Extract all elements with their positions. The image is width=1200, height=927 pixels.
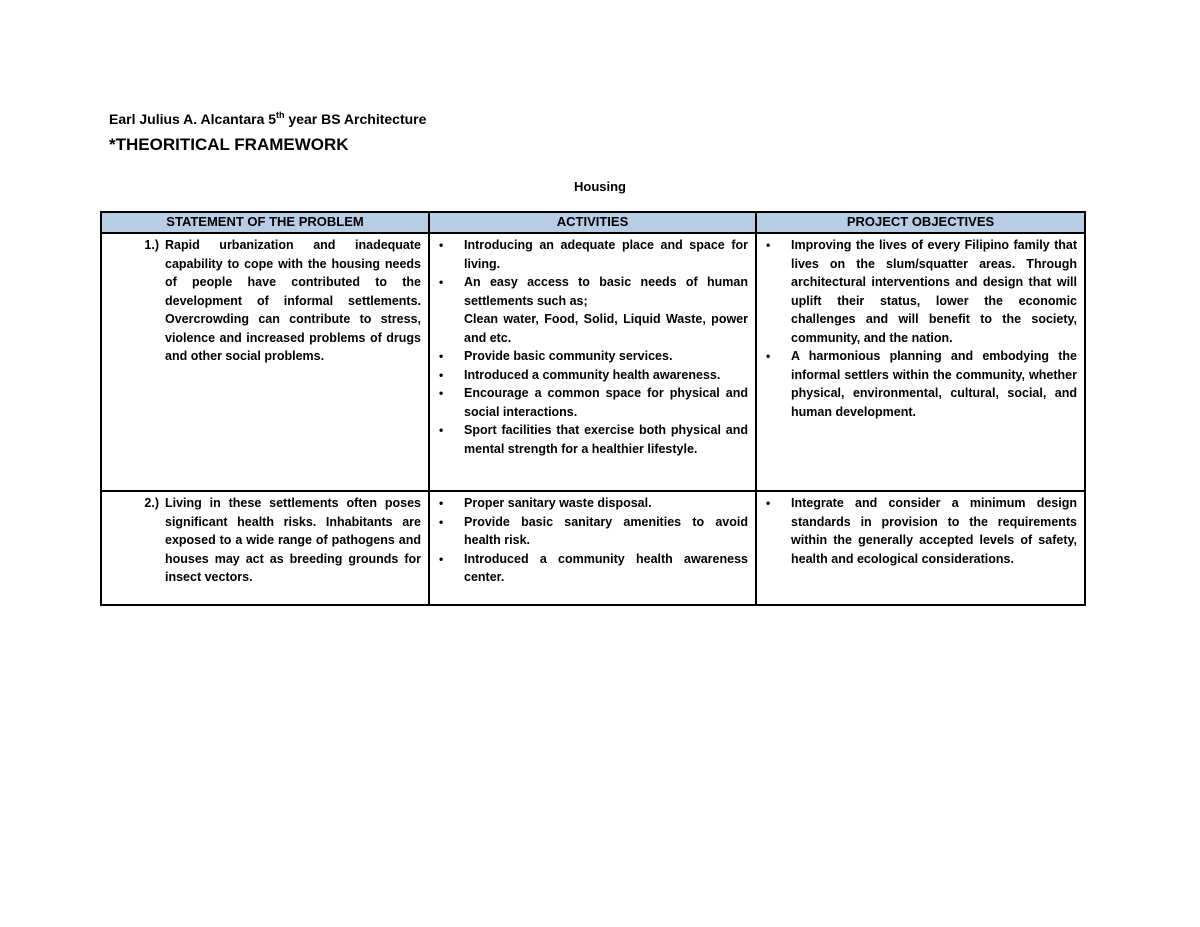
problem-cell bbox=[101, 233, 429, 491]
bullet-icon: • bbox=[766, 238, 771, 252]
bullet-icon: • bbox=[439, 367, 444, 382]
column-header-objectives: PROJECT OBJECTIVES bbox=[756, 212, 1085, 233]
problem-number: 2.) bbox=[144, 496, 159, 510]
problem-number: 1.) bbox=[144, 238, 159, 252]
bullet-icon: • bbox=[766, 496, 771, 510]
list-item bbox=[437, 236, 748, 273]
list-item bbox=[764, 494, 1077, 568]
list-item bbox=[437, 494, 748, 513]
objective-text: Integrate and consider a minimum design standards in provision to the requirements within the generally accepted levels of safety, health and ecological considerations. bbox=[791, 496, 1077, 566]
author-year-suffix: th bbox=[276, 110, 285, 120]
author-line bbox=[109, 111, 426, 127]
column-header-problem: STATEMENT OF THE PROBLEM bbox=[101, 212, 429, 233]
bullet-icon: • bbox=[439, 496, 444, 510]
list-item bbox=[437, 273, 748, 347]
bullet-icon: • bbox=[439, 275, 444, 289]
activity-text: Provide basic community services. bbox=[464, 349, 673, 363]
bullet-icon: • bbox=[766, 349, 771, 363]
bullet-icon: • bbox=[439, 551, 444, 566]
objective-text: A harmonious planning and embodying the informal settlers within the community, whether physical, environmental, cultural, social, and human development. bbox=[791, 349, 1077, 419]
list-item bbox=[764, 347, 1077, 421]
activity-text: Proper sanitary waste disposal. bbox=[464, 496, 652, 510]
problem-text: Rapid urbanization and inadequate capability to cope with the housing needs of people have contributed to the development of informal settlements. Overcrowding can contribute to stress, violence and increased problems of drugs and other social problems. bbox=[165, 238, 421, 363]
activities-cell bbox=[429, 491, 756, 605]
list-item bbox=[764, 236, 1077, 347]
objectives-cell bbox=[756, 233, 1085, 491]
section-heading: Housing bbox=[574, 179, 626, 194]
activity-continuation: Clean water, Food, Solid, Liquid Waste, power and etc. bbox=[464, 312, 748, 345]
table-row bbox=[101, 233, 1085, 491]
bullet-icon: • bbox=[439, 514, 444, 529]
list-item bbox=[437, 550, 748, 587]
framework-table bbox=[100, 211, 1086, 606]
table-header-row bbox=[101, 212, 1085, 233]
list-item bbox=[437, 366, 748, 385]
objectives-list bbox=[764, 236, 1077, 421]
bullet-icon: • bbox=[439, 423, 444, 437]
activity-text: Introduced a community health awareness. bbox=[464, 367, 721, 382]
activity-text: Sport facilities that exercise both physical and mental strength for a healthier lifestyle. bbox=[464, 423, 748, 456]
problem-statement bbox=[109, 236, 421, 366]
activity-text: Introduced a community health awareness center. bbox=[464, 551, 748, 584]
author-program: year BS Architecture bbox=[284, 111, 427, 127]
activity-text: An easy access to basic needs of human settlements such as; bbox=[464, 275, 748, 308]
list-item bbox=[437, 513, 748, 550]
bullet-icon: • bbox=[439, 238, 444, 252]
objectives-cell bbox=[756, 491, 1085, 605]
activities-list bbox=[437, 494, 748, 587]
column-header-activities: ACTIVITIES bbox=[429, 212, 756, 233]
list-item bbox=[437, 384, 748, 421]
list-item bbox=[437, 421, 748, 458]
bullet-icon: • bbox=[439, 386, 444, 400]
problem-text: Living in these settlements often poses significant health risks. Inhabitants are exposed to a wide range of pathogens and houses may act as breeding grounds for insect vectors. bbox=[165, 496, 421, 584]
list-item bbox=[437, 347, 748, 366]
document-title: *THEORITICAL FRAMEWORK bbox=[109, 135, 349, 154]
table-row bbox=[101, 491, 1085, 605]
activity-text: Encourage a common space for physical and social interactions. bbox=[464, 386, 748, 419]
bullet-icon: • bbox=[439, 349, 444, 363]
activities-list bbox=[437, 236, 748, 458]
activities-cell bbox=[429, 233, 756, 491]
objectives-list bbox=[764, 494, 1077, 568]
activity-text: Introducing an adequate place and space for living. bbox=[464, 238, 748, 271]
activity-text: Provide basic sanitary amenities to avoid health risk. bbox=[464, 514, 748, 547]
author-name: Earl Julius A. Alcantara 5 bbox=[109, 111, 277, 127]
objective-text: Improving the lives of every Filipino family that lives on the slum/squatter areas. Through architectural interventions and design that will uplift their status, lower the economic challenges and will benefit to the society, community, and the nation. bbox=[791, 238, 1077, 345]
problem-statement bbox=[109, 494, 421, 587]
problem-cell bbox=[101, 491, 429, 605]
